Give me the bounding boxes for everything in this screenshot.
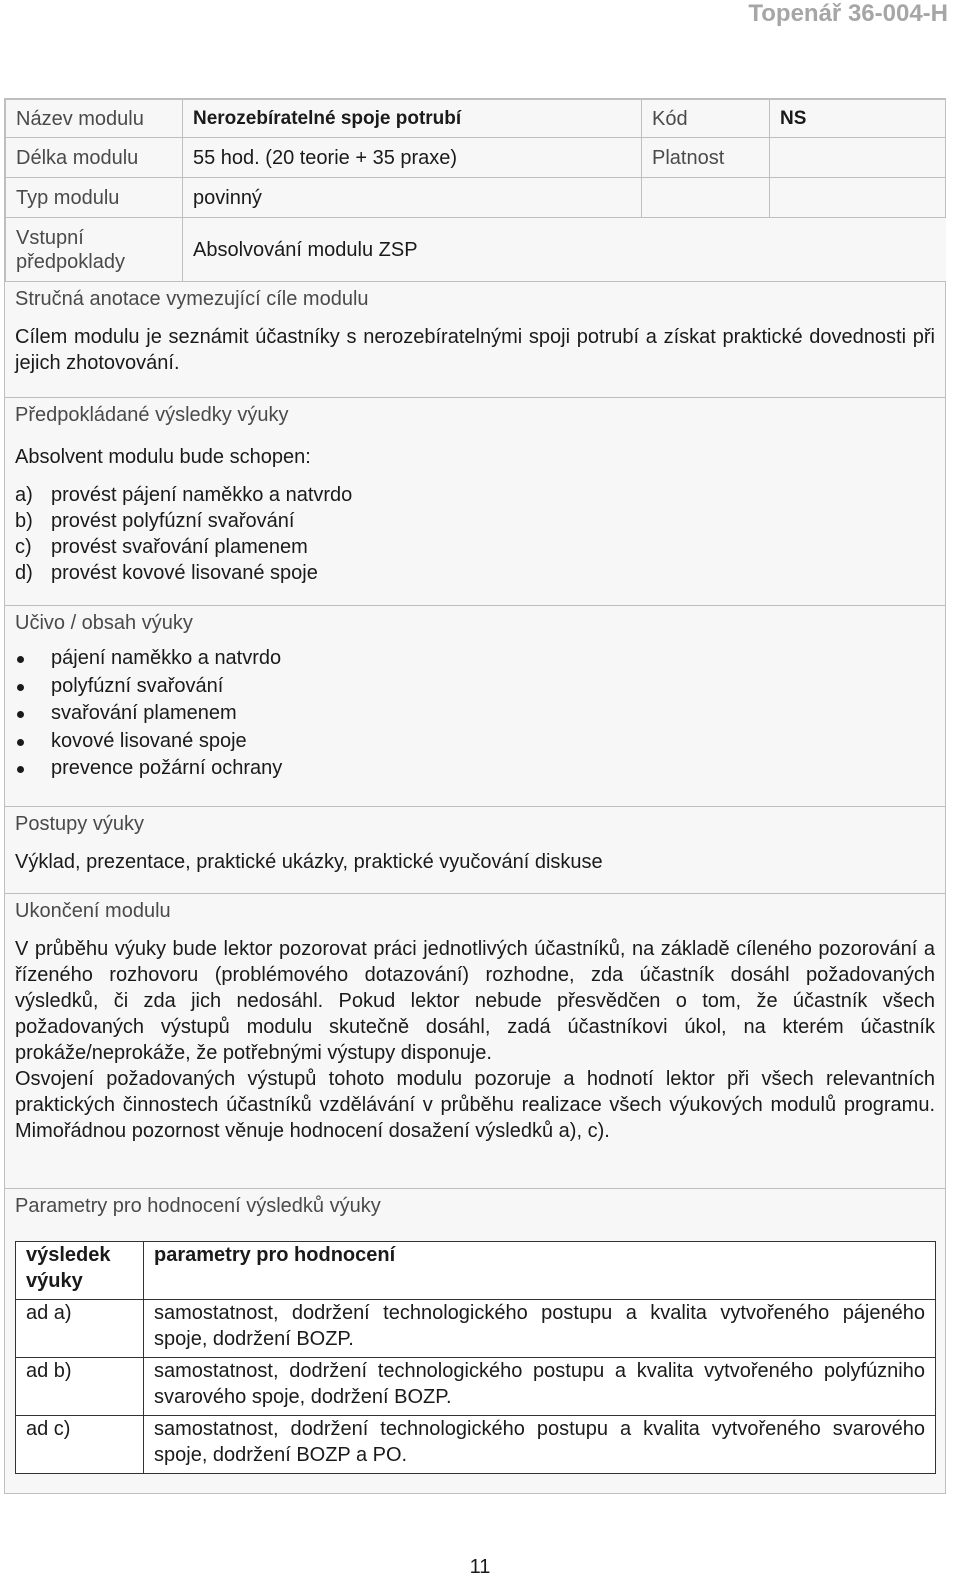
results-list: [15, 482, 935, 586]
module-code-label: Kód: [642, 100, 770, 138]
evaluation-row-text: samostatnost, dodržení technologického postupu a kvalita vytvořeného polyfúzniho svarového spoje, dodržení BOZP.: [144, 1358, 936, 1416]
content-list: [15, 645, 935, 783]
table-row: [16, 1300, 936, 1358]
table-row: [16, 1416, 936, 1474]
completion-title: Ukončení modulu: [15, 900, 171, 922]
evaluation-section: [5, 1188, 945, 1493]
evaluation-row-text: samostatnost, dodržení technologického postupu a kvalita vytvořeného svarového spoje, dodržení BOZP a PO.: [144, 1416, 936, 1474]
bullet-icon: [17, 711, 24, 718]
results-item: b) provést polyfúzní svařování: [15, 510, 295, 532]
document-header: Topenář 36-004-H: [748, 0, 948, 27]
module-type-value: povinný: [183, 178, 642, 218]
bullet-icon: [17, 684, 24, 691]
bullet-icon: [17, 766, 24, 773]
annotation-title: Stručná anotace vymezující cíle modulu: [15, 288, 369, 310]
completion-para-2: Osvojení požadovaných výstupů tohoto modulu pozoruje a hodnotí lektor při všech relevantních praktických činnostech účastníků vzdělávání v průběhu realizace všech výukových modulů programu. Mimořádnou pozornost věnuje hodnocení dosažení výsledků a), c).: [15, 1068, 935, 1142]
evaluation-row-key: ad c): [16, 1416, 144, 1474]
module-code-value: NS: [770, 100, 946, 138]
annotation-text: Cílem modulu je seznámit účastníky s nerozebíratelnými spoji potrubí a získat praktické dovednosti při jejich zhotovování.: [15, 326, 935, 374]
page-number: 11: [469, 1556, 491, 1578]
completion-section: [5, 893, 945, 1188]
results-item: c) provést svařování plamenem: [15, 536, 308, 558]
results-item: a) provést pájení naměkko a natvrdo: [15, 484, 353, 506]
module-info-table: [5, 99, 946, 282]
evaluation-table: [15, 1241, 936, 1474]
module-length-value: 55 hod. (20 teorie + 35 praxe): [183, 138, 642, 178]
results-item: d) provést kovové lisované spoje: [15, 562, 318, 584]
module-length-label: Délka modulu: [6, 138, 183, 178]
content-item: polyfúzní svařování: [51, 673, 935, 701]
empty-cell: [770, 178, 946, 218]
module-sheet: [4, 98, 946, 1494]
module-validity-value: [770, 138, 946, 178]
results-title: Předpokládané výsledky výuky: [15, 404, 289, 426]
bullet-icon: [17, 739, 24, 746]
module-type-label: Typ modulu: [6, 178, 183, 218]
content-item: kovové lisované spoje: [51, 728, 935, 756]
evaluation-col2-header: parametry pro hodnocení: [144, 1242, 936, 1300]
evaluation-title: Parametry pro hodnocení výsledků výuky: [15, 1195, 381, 1217]
content-section: [5, 605, 945, 806]
evaluation-row-text: samostatnost, dodržení technologického postupu a kvalita vytvořeného pájeného spoje, dodržení BOZP.: [144, 1300, 936, 1358]
module-prereq-label: Vstupní předpoklady: [6, 218, 183, 282]
methods-title: Postupy výuky: [15, 813, 144, 835]
methods-text: Výklad, prezentace, praktické ukázky, praktické vyučování diskuse: [15, 851, 603, 873]
content-title: Učivo / obsah výuky: [15, 612, 193, 634]
results-section: [5, 397, 945, 605]
evaluation-row-key: ad b): [16, 1358, 144, 1416]
evaluation-row-key: ad a): [16, 1300, 144, 1358]
content-item: prevence požární ochrany: [51, 755, 935, 783]
content-item: pájení naměkko a natvrdo: [51, 645, 935, 673]
empty-cell: [642, 178, 770, 218]
module-name-label: Název modulu: [6, 100, 183, 138]
module-name-value: Nerozebíratelné spoje potrubí: [183, 100, 642, 138]
completion-para-1: V průběhu výuky bude lektor pozorovat práci jednotlivých účastníků, na základě cíleného pozorování a řízeného rozhovoru (problémového dotazování) rozhodne, zda účastník dosáhl požadovaných výsledků, či zda jich nedosáhl. Pokud lektor nebude přesvědčen o tom, že účastník všech požadovaných výstupů modulu skutečně dosáhl, zadá účastníkovi úkol, na kterém účastník prokáže/neprokáže, že potřebnými výstupy disponuje.: [15, 938, 935, 1064]
bullet-icon: [17, 656, 24, 663]
methods-section: [5, 806, 945, 893]
module-validity-label: Platnost: [642, 138, 770, 178]
annotation-section: [5, 282, 945, 397]
table-row: [16, 1358, 936, 1416]
results-intro: Absolvent modulu bude schopen:: [15, 446, 311, 468]
evaluation-col1-header: výsledek výuky: [16, 1242, 144, 1300]
content-item: svařování plamenem: [51, 700, 935, 728]
module-prereq-value: Absolvování modulu ZSP: [183, 218, 946, 282]
